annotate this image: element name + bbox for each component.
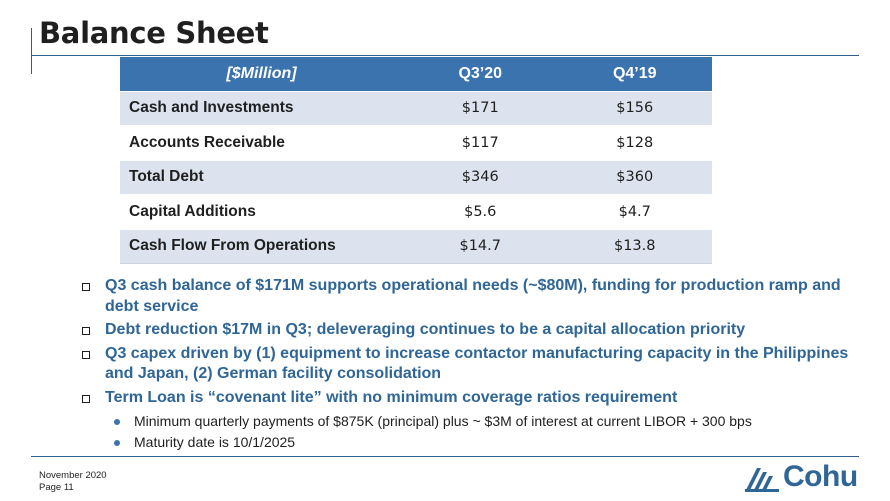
sub-bullet-text: Maturity date is 10/1/2025 (134, 434, 296, 450)
square-bullet-icon (82, 395, 90, 403)
bullet-item (82, 388, 862, 409)
row-q4-value: $128 (558, 126, 713, 161)
dot-bullet-icon (114, 419, 120, 425)
cohu-logo-icon (745, 464, 779, 492)
bullet-text: Debt reduction $17M in Q3; deleveraging continues to be a capital allocation priority (105, 321, 746, 338)
sub-bullet-text: Minimum quarterly payments of $875K (principal) plus ~ $3M of interest at current LIBOR + 300 bps (134, 413, 752, 429)
footer-page-number: Page 11 (39, 482, 74, 493)
title-vertical-rule (31, 28, 32, 74)
table-row (120, 160, 712, 195)
bullet-item (82, 320, 862, 341)
sub-bullet-item (82, 411, 862, 432)
row-q3-value: $14.7 (403, 229, 558, 264)
row-q4-value: $156 (558, 91, 713, 126)
bullet-item (82, 276, 862, 317)
logo-text: Cohu (783, 460, 858, 493)
bullet-text: Term Loan is “covenant lite” with no minimum coverage ratios requirement (105, 388, 678, 406)
row-label: Cash and Investments (120, 91, 403, 126)
row-q4-value: $360 (558, 160, 713, 195)
cohu-logo (745, 460, 857, 494)
table-header-row (120, 57, 712, 91)
square-bullet-icon (82, 283, 90, 291)
table-row (120, 91, 712, 126)
row-q3-value: $117 (403, 126, 558, 161)
square-bullet-icon (82, 351, 90, 359)
page-title: Balance Sheet (39, 16, 269, 50)
header-unit: [$Million] (120, 57, 403, 91)
footer-date: November 2020 (39, 470, 107, 481)
table-row (120, 229, 712, 264)
row-q3-value: $5.6 (403, 195, 558, 230)
square-bullet-icon (82, 327, 90, 335)
table-row (120, 195, 712, 230)
row-label: Capital Additions (120, 195, 403, 230)
row-label: Cash Flow From Operations (120, 229, 403, 264)
footer (39, 470, 107, 494)
header-q3-20: Q3’20 (403, 57, 558, 91)
sub-bullet-item (82, 432, 862, 453)
row-q4-value: $4.7 (558, 195, 713, 230)
row-q4-value: $13.8 (558, 229, 713, 264)
row-q3-value: $346 (403, 160, 558, 195)
table-row (120, 126, 712, 161)
dot-bullet-icon (114, 440, 120, 446)
footer-rule (31, 456, 859, 457)
row-label: Total Debt (120, 160, 403, 195)
bullet-item (82, 344, 862, 385)
row-q3-value: $171 (403, 91, 558, 126)
title-rule (31, 55, 859, 56)
bullet-text: Q3 capex driven by (1) equipment to increase contactor manufacturing capacity in the Philippines and Japan, (2) German facility consolidation (105, 344, 849, 382)
header-q4-19: Q4’19 (558, 57, 713, 91)
row-label: Accounts Receivable (120, 126, 403, 161)
balance-sheet-table (120, 57, 712, 264)
bullet-text: Q3 cash balance of $171M supports operational needs (~$80M), funding for production ramp and debt service (105, 277, 841, 315)
bullet-list (82, 276, 862, 453)
